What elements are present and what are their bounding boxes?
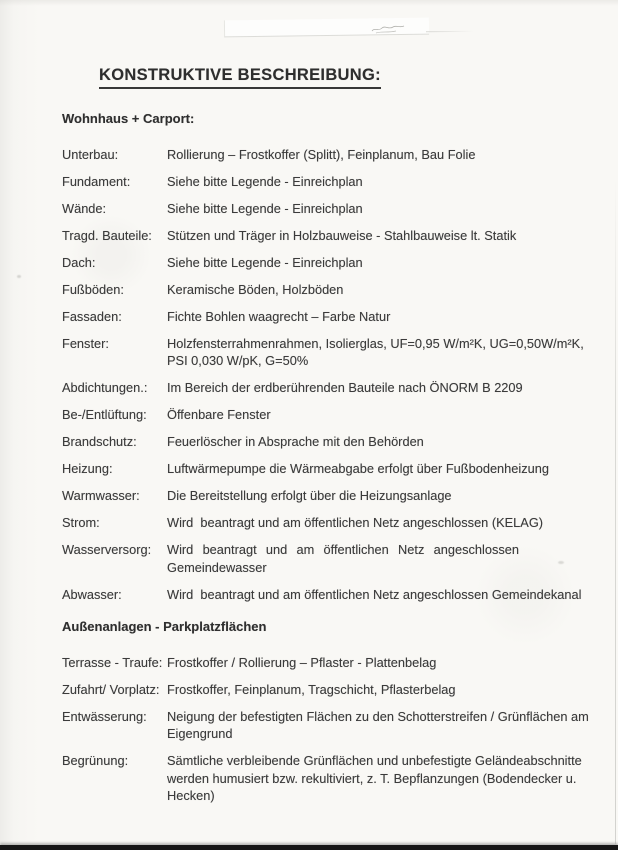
row-wasserversorgung <box>62 541 602 576</box>
row-strom <box>62 514 602 532</box>
spec-value <box>167 752 602 805</box>
spec-value <box>167 281 602 299</box>
spec-label: Fenster: <box>62 335 109 351</box>
spec-value <box>167 586 602 604</box>
spec-value <box>167 708 602 743</box>
spec-value-line: Neigung der befestigten Flächen zu den Schotterstreifen / Grünflächen am <box>167 708 589 724</box>
spec-value-line: Siehe bitte Legende - Einreichplan <box>167 200 363 216</box>
spec-value-line: Keramische Böden, Holzböden <box>167 281 344 297</box>
spec-value-line: Sämtliche verbleibende Grünflächen und unbefestigte Geländeabschnitte <box>167 753 582 768</box>
spec-value <box>167 654 602 672</box>
spec-value <box>167 146 602 164</box>
spec-value-line: Öffenbare Fenster <box>167 407 271 422</box>
row-zufahrt-vorplatz <box>62 681 602 699</box>
spec-value-line: Siehe bitte Legende - Einreichplan <box>167 254 363 270</box>
spec-value-line: Hecken) <box>167 788 215 803</box>
row-unterbau <box>62 146 602 164</box>
spec-label: Be-/Entlüftung: <box>62 407 147 422</box>
spec-rows-aussenanlagen <box>62 654 602 805</box>
row-be-entlueftung <box>62 406 602 424</box>
spec-label: Abdichtungen.: <box>62 380 148 395</box>
page-title: KONSTRUKTIVE BESCHREIBUNG: <box>99 66 381 89</box>
spec-value-line: Luftwärmepumpe die Wärmeabgabe erfolgt über Fußbodenheizung <box>167 461 550 476</box>
spec-label: Dach: <box>62 254 96 270</box>
section-heading-wohnhaus-carport: Wohnhaus + Carport: <box>62 111 195 126</box>
row-abwasser <box>62 586 602 604</box>
row-entwaesserung <box>62 708 602 743</box>
spec-label: Brandschutz: <box>62 434 137 449</box>
spec-label: Strom: <box>62 515 100 530</box>
row-waende <box>62 200 602 218</box>
spec-label: Fundament: <box>62 173 131 189</box>
spec-value <box>167 379 602 397</box>
spec-value <box>167 541 602 576</box>
title-wrap <box>99 66 602 89</box>
row-fundament <box>62 173 602 191</box>
spec-value <box>167 487 602 505</box>
spec-value-line: Frostkoffer, Feinplanum, Tragschicht, Pflasterbelag <box>167 681 456 697</box>
spec-value <box>167 335 602 370</box>
spec-value-line: Frostkoffer / Rollierung – Pflaster - Plattenbelag <box>167 654 437 670</box>
spec-value-line: Wird beantragt und am öffentlichen Netz angeschlossen <box>167 542 519 557</box>
row-brandschutz <box>62 433 602 451</box>
row-tragende-bauteile <box>62 227 602 245</box>
spec-value-line: Holzfensterrahmenrahmen, Isolierglas, UF=0,95 W/m²K, UG=0,50W/m²K, <box>167 335 584 351</box>
spec-label: Wasserversorg: <box>62 542 152 557</box>
spec-label: Zufahrt/ Vorplatz: <box>62 681 160 697</box>
spec-label: Wände: <box>62 200 107 216</box>
spec-value <box>167 681 602 699</box>
section-heading-aussenanlagen: Außenanlagen - Parkplatzflächen <box>62 619 267 634</box>
spec-label: Unterbau: <box>62 146 119 162</box>
row-fussboeden <box>62 281 602 299</box>
row-terrasse-traufe <box>62 654 602 672</box>
spec-value-line: Gemeindewasser <box>167 559 267 575</box>
scan-bottom-edge-bar <box>0 845 618 850</box>
spec-rows-wohnhaus <box>62 146 602 604</box>
row-begruenung <box>62 752 602 805</box>
row-abdichtungen <box>62 379 602 397</box>
row-dach <box>62 254 602 272</box>
spec-label: Tragd. Bauteile: <box>62 227 152 243</box>
spec-value-line: PSI 0,030 W/pK, G=50% <box>167 353 309 368</box>
row-fenster <box>62 335 602 370</box>
spec-value-line: Die Bereitstellung erfolgt über die Heizungsanlage <box>167 488 452 503</box>
spec-label: Warmwasser: <box>62 488 140 503</box>
spec-value-line: Fichte Bohlen waagrecht – Farbe Natur <box>167 308 391 324</box>
spec-label: Begrünung: <box>62 753 129 768</box>
spec-value <box>167 308 602 326</box>
spec-value <box>167 200 602 218</box>
scan-right-edge-line <box>615 180 617 844</box>
spec-label: Fußböden: <box>62 281 124 297</box>
spec-value-line: Wird beantragt und am öffentlichen Netz angeschlossen Gemeindekanal <box>167 586 582 602</box>
spec-value <box>167 173 602 191</box>
spec-value-line: Im Bereich der erdberührenden Bauteile nach ÖNORM B 2209 <box>167 380 523 395</box>
spec-value <box>167 406 602 424</box>
spec-value-line: Rollierung – Frostkoffer (Splitt), Feinplanum, Bau Folie <box>167 146 476 162</box>
spec-value-line: Feuerlöscher in Absprache mit den Behörden <box>167 434 424 449</box>
spec-value <box>167 227 602 245</box>
spec-label: Abwasser: <box>62 586 122 602</box>
row-warmwasser <box>62 487 602 505</box>
spec-value-line: werden humusiert bzw. rekultiviert, z. T. Bepflanzungen (Bodendecker u. <box>167 770 577 786</box>
spec-value <box>167 254 602 272</box>
spec-value-line: Wird beantragt und am öffentlichen Netz angeschlossen (KELAG) <box>167 515 544 530</box>
document-content <box>62 0 602 814</box>
spec-value-line: Eigengrund <box>167 726 233 741</box>
spec-label: Heizung: <box>62 461 113 476</box>
row-fassaden <box>62 308 602 326</box>
spec-value <box>167 514 602 532</box>
scan-speck <box>17 275 21 278</box>
spec-label: Terrasse - Traufe: <box>62 654 163 670</box>
row-heizung <box>62 460 602 478</box>
spec-label: Entwässerung: <box>62 708 147 724</box>
spec-value-line: Stützen und Träger in Holzbauweise - Stahlbauweise lt. Statik <box>167 227 517 243</box>
spec-value <box>167 433 602 451</box>
spec-value-line: Siehe bitte Legende - Einreichplan <box>167 173 363 189</box>
spec-label: Fassaden: <box>62 308 122 324</box>
spec-value <box>167 460 602 478</box>
